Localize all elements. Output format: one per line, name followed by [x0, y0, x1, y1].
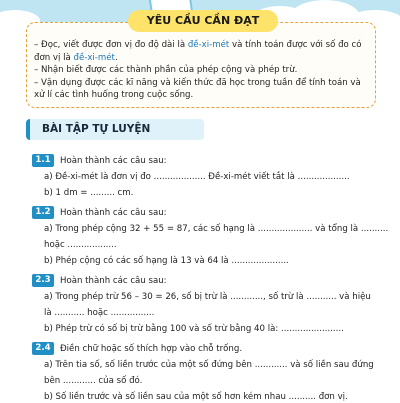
requirement-line: xử lí các tình huống trong cuộc sống. — [34, 90, 194, 101]
requirement-line: – Đọc, viết được đơn vị đo độ dài là đề-xi-mét và tính toán được với số đo có — [34, 40, 362, 50]
exercise-line: b) Phép trừ có số bị trừ bằng 100 và số trừ bằng 40 là: ....................... — [44, 324, 344, 334]
exercise-line: a) Đề-xi-mét là đơn vị đo ................... Đề-xi-mét viết tắt là ................... — [44, 172, 350, 182]
exercise-instruction: Điền chữ hoặc số thích hợp vào chỗ trống. — [60, 344, 243, 354]
exercise-number: 2.3 — [32, 274, 54, 287]
requirements-title: YÊU CẦU CẦN ĐẠT — [128, 10, 278, 32]
section-title: BÀI TẬP TỰ LUYỆN — [26, 119, 204, 140]
requirement-line: đơn vị là đề-xi-mét. — [34, 52, 118, 63]
exercise-line: b) Số liền trước và số liền sau của một số hơn kém nhau .......... đơn vị. — [44, 392, 348, 402]
exercise-instruction: Hoàn thành các câu sau: — [60, 208, 167, 218]
exercise-header — [32, 274, 167, 288]
exercise-instruction: Hoàn thành các câu sau: — [60, 156, 167, 166]
exercise-line: hoặc .................. — [44, 240, 117, 250]
exercise-number: 1.1 — [32, 154, 54, 167]
exercise-header — [32, 342, 242, 356]
requirement-line: – Vận dụng được các kĩ năng và kiến thức đã học trong tuần để tính toán và — [34, 77, 361, 88]
exercise-line: bên ............ của số đó. — [44, 376, 143, 386]
exercise-instruction: Hoàn thành các câu sau: — [60, 276, 167, 286]
exercise-line: b) 1 dm = ......... cm. — [44, 188, 134, 198]
exercise-number: 2.4 — [32, 342, 54, 355]
exercise-header — [32, 206, 167, 220]
exercise-number: 1.2 — [32, 206, 54, 219]
exercise-line: b) Phép cộng có các số hạng là 13 và 64 là ..................... — [44, 256, 289, 266]
exercise-line: a) Trên tia số, số liền trước của một số đứng bên ............ và số liền sau đứng — [44, 360, 374, 370]
requirement-line: – Nhận biết được các thành phần của phép cộng và phép trừ. — [34, 65, 298, 76]
exercise-line: là ........... hoặc ................ — [44, 308, 155, 318]
requirements-list — [34, 39, 370, 102]
exercise-header — [32, 154, 167, 168]
exercise-line: a) Trong phép trừ 56 – 30 = 26, số bị trừ là ............, số trừ là ........... và hiệu — [44, 292, 371, 302]
exercise-line: a) Trong phép cộng 32 + 55 = 87, các số hạng là .................... và tổng là .......... — [44, 224, 389, 234]
